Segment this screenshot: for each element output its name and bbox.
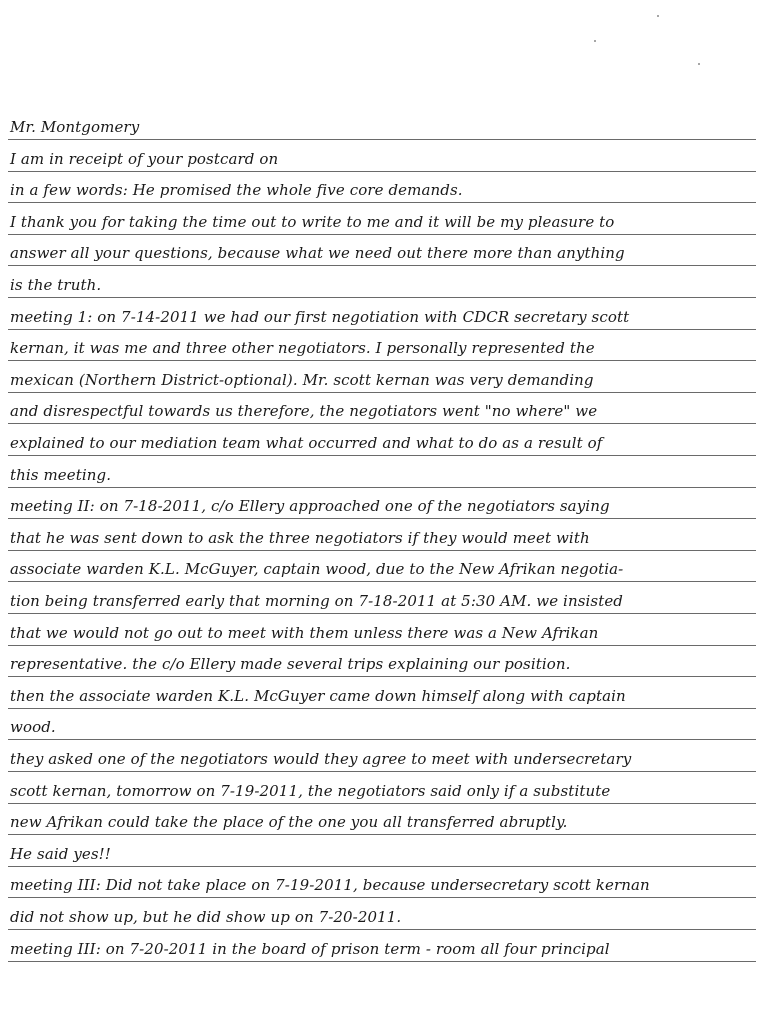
letter-line <box>8 456 756 488</box>
letter-line <box>8 866 756 898</box>
letter-line <box>8 772 756 804</box>
letter-line-text: answer all your questions, because what we need out there more than anything <box>10 244 625 263</box>
letter-line <box>8 803 756 835</box>
letter-line <box>8 835 756 867</box>
letter-line-text: is the truth. <box>10 276 102 294</box>
letter-line <box>8 930 756 962</box>
letter-line-text: then the associate warden K.L. McGuyer came down himself along with captain <box>10 686 626 705</box>
letter-line <box>8 550 756 582</box>
letter-line <box>8 140 756 172</box>
letter-line-text: that he was sent down to ask the three negotiators if they would meet with <box>10 528 590 547</box>
letter-line-text: associate warden K.L. McGuyer, captain wood, due to the New Afrikan negotia- <box>10 560 624 579</box>
letter-line-text: wood. <box>10 718 56 737</box>
letter-line <box>8 392 756 424</box>
letter-line <box>8 108 756 140</box>
letter-line-text: and disrespectful towards us therefore, the negotiators went "no where" we <box>10 402 598 421</box>
letter-line <box>8 424 756 456</box>
letter-line-text: this meeting. <box>10 465 112 484</box>
letter-line-text: I am in receipt of your postcard on <box>10 149 279 168</box>
letter-line-text: meeting III: on 7-20-2011 in the board of prison term - room all four principal <box>10 939 610 958</box>
scan-speck <box>594 40 596 42</box>
letter-line <box>8 740 756 772</box>
letter-line <box>8 298 756 330</box>
letter-line <box>8 266 756 298</box>
letter-line-text: that we would not go out to meet with them unless there was a New Afrikan <box>10 623 599 642</box>
letter-line-text: they asked one of the negotiators would they agree to meet with undersecretary <box>10 750 632 768</box>
letter-line-text: in a few words: He promised the whole five core demands. <box>10 181 463 200</box>
letter-line-text: Mr. Montgomery <box>10 118 140 136</box>
letter-line <box>8 614 756 646</box>
letter-line <box>8 582 756 614</box>
letter-line <box>8 677 756 709</box>
letter-line <box>8 519 756 551</box>
letter-line-text: kernan, it was me and three other negotiators. I personally represented the <box>10 339 595 358</box>
scan-speck <box>698 63 700 65</box>
scan-speck <box>657 15 659 17</box>
letter-line-text: tion being transferred early that morning on 7-18-2011 at 5:30 AM. we insisted <box>10 592 624 610</box>
letter-line <box>8 487 756 519</box>
letter-line-text: meeting II: on 7-18-2011, c/o Ellery approached one of the negotiators saying <box>10 497 610 516</box>
letter-line-text: representative. the c/o Ellery made several trips explaining our position. <box>10 655 571 674</box>
letter-line-text: new Afrikan could take the place of the one you all transferred abruptly. <box>10 813 568 832</box>
letter-line <box>8 898 756 930</box>
letter-line <box>8 645 756 677</box>
letter-line <box>8 708 756 740</box>
letter-line-text: mexican (Northern District-optional). Mr. scott kernan was very demanding <box>10 370 594 389</box>
letter-line-text: explained to our mediation team what occurred and what to do as a result of <box>10 434 603 452</box>
letter-line <box>8 329 756 361</box>
letter-line-text: scott kernan, tomorrow on 7-19-2011, the negotiators said only if a substitute <box>10 781 611 800</box>
letter-line <box>8 203 756 235</box>
letter-line <box>8 234 756 266</box>
letter-line-text: meeting 1: on 7-14-2011 we had our first negotiation with CDCR secretary scott <box>10 307 630 326</box>
letter-line-text: I thank you for taking the time out to write to me and it will be my pleasure to <box>10 212 615 231</box>
letter-line-text: He said yes!! <box>10 844 111 863</box>
letter-line <box>8 171 756 203</box>
letter-line-text: meeting III: Did not take place on 7-19-2011, because undersecretary scott kernan <box>10 876 650 895</box>
letter-line <box>8 361 756 393</box>
letter-line-text: did not show up, but he did show up on 7-20-2011. <box>10 908 402 926</box>
